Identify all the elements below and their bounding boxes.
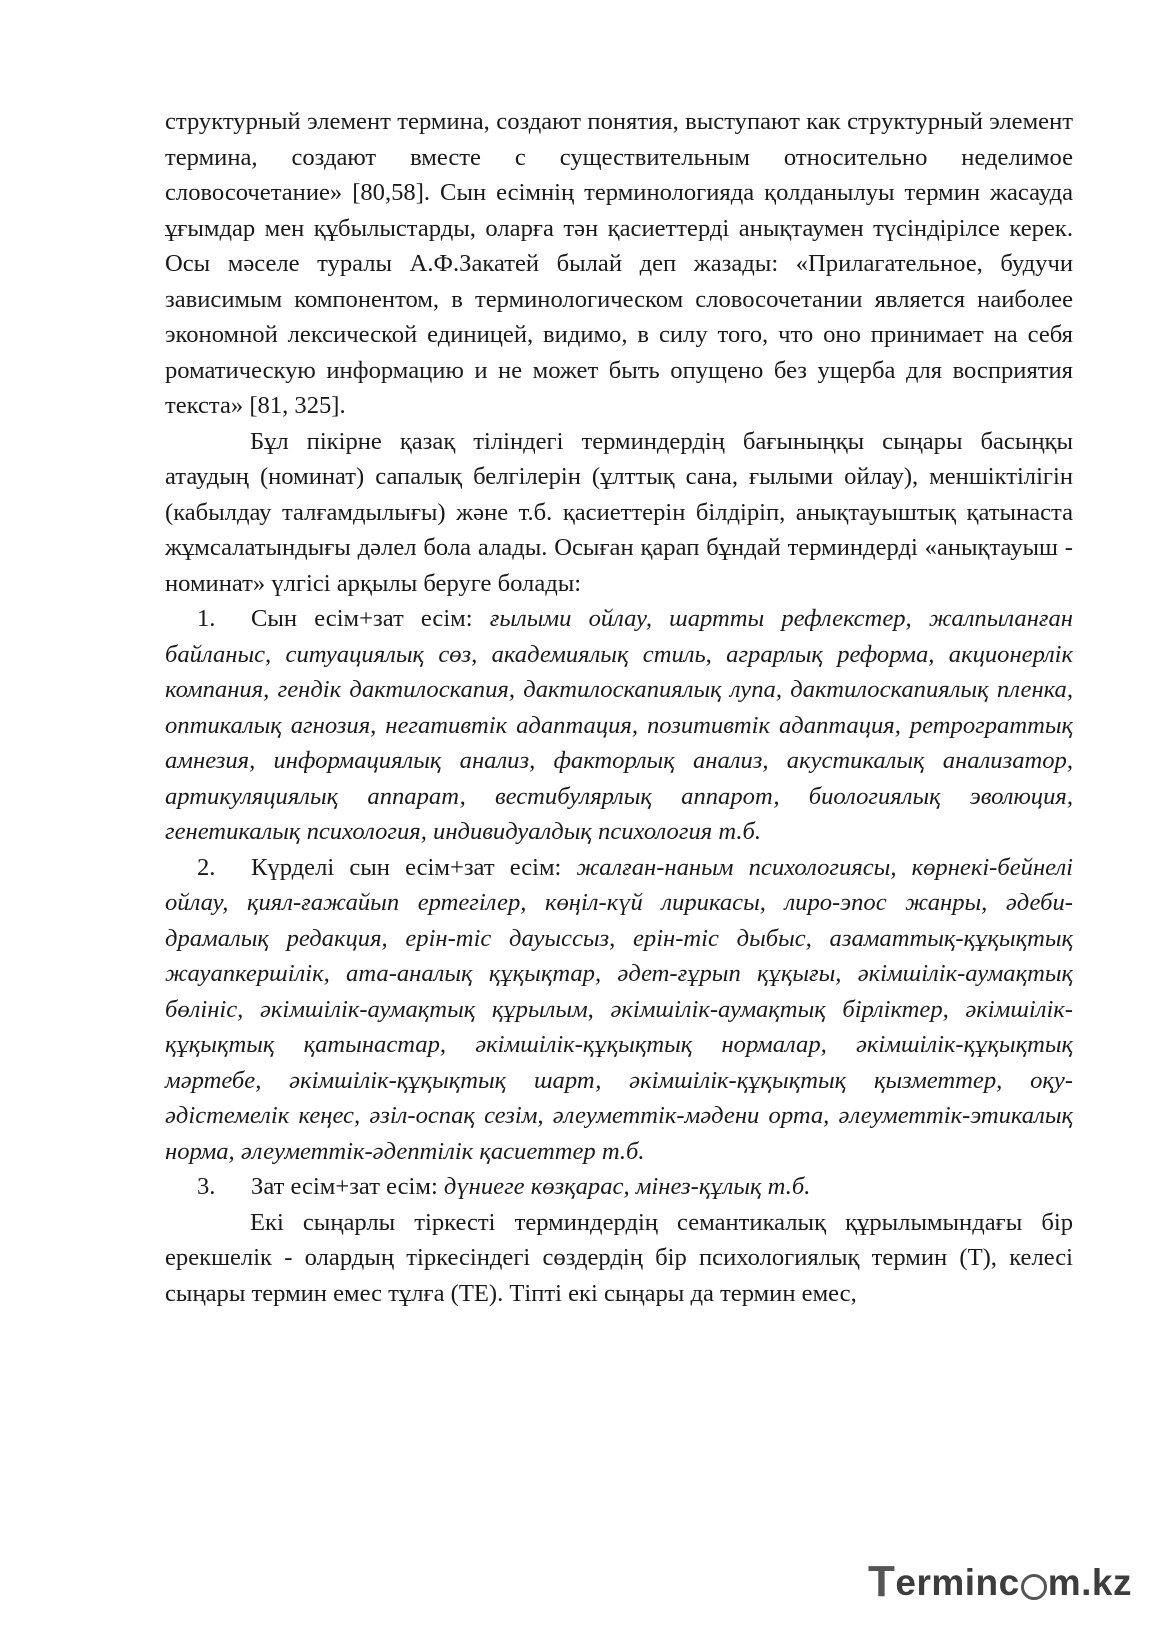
paragraph-opinion: Бұл пікірне қазақ тіліндегі терминдердің бағыныңқы сыңары басыңқы атаудың (номинат) сапалық белгілерін (ұлттық сана, ғылыми ойлау), меншіктілігін (кабылдау талғамдылығы) және т.б. қасиеттерін білдіріп, анықтауыштық қатынаста жұмсалатындығы дәлел бола алады. Осыған қарап бұндай терминдерді «анықтауыш - номинат» үлгісі арқылы беруге болады:	[165, 427, 1073, 597]
paragraph-continuation: структурный элемент термина, создают понятия, выступают как структурный элемент термина, создают вместе с существительным относительно неделимое словосочетание» [80,58]. Сын есімнің терминологияда қолданылуы термин жасауда ұғымдар мен құбылыстарды, оларға тән қасиеттерді анықтаумен түсіндірілсе керек. Осы мәселе туралы А.Ф.Закатей былай деп жазады: «Прилагательное, будучи зависимым компонентом, в терминологическом словосочетании является наиболее экономной лексической единицей, видимо, в силу того, что оно принимает на себя роматическую информацию и не может быть опущено без ущерба для восприятия текста» [81, 325].	[165, 108, 1073, 419]
document-body	[165, 104, 1073, 1311]
watermark-logo	[868, 1552, 1132, 1604]
list-item-lead: Зат есім+зат есім:	[251, 1173, 444, 1200]
list-item	[165, 601, 1073, 850]
list-item-number: 2.	[197, 853, 216, 881]
list-item	[165, 1169, 1073, 1205]
watermark-circle-icon	[1021, 1574, 1047, 1600]
list-item-number: 3.	[197, 1173, 216, 1200]
list-item-lead: Сын есім+зат есім:	[251, 605, 490, 632]
list-item-examples: дүниеге көзқарас, мінез-құлық т.б.	[443, 1173, 811, 1200]
list-item-examples: ғылыми ойлау, шартты рефлекстер, жалпыланған байланыс, ситуациялық сөз, академиялық стиль, аграрлық реформа, акционерлік компания, гендік дактилоскапия, дактилоскапиялық лупа, дактилоскапиялық пленка, оптикалық агнозия, негативтік адаптация, позитивтік адаптация, ретрограттық амнезия, информациялық анализ, факторлық анализ, акустикалық анализатор, артикуляциялық аппарат, вестибулярлық аппарот, биологиялық эволюция, генетикалық психология, индивидуалдық психология т.б.	[165, 605, 1073, 845]
watermark-letter-t: T	[868, 1557, 896, 1606]
watermark-text-part: erminc	[895, 1562, 1020, 1603]
list-item-number: 1.	[197, 605, 216, 632]
list-item	[165, 850, 1073, 1170]
list-item-lead: Күрделі сын есім+зат есім:	[251, 853, 577, 881]
paragraph-semantic: Екі сыңарлы тіркесті терминдердің семантикалық құрылымындағы бір ерекшелік - олардың тіркесіндегі сөздердің бір психологиялық термин (Т), келесі сыңары термин емес тұлға (ТЕ). Тіпті екі сыңары да термин емес,	[165, 1208, 1073, 1307]
watermark-text-part: m.kz	[1047, 1562, 1132, 1603]
list-item-examples: жалған-наным психологиясы, көрнекі-бейнелі ойлау, қиял-ғажайып ертегілер, көңіл-күй лирикасы, лиро-эпос жанры, әдеби-драмалық редакция, ерін-тіс дауыссыз, ерін-тіс дыбыс, азаматтық-құқықтық жауапкершілік, ата-аналық құқықтар, әдет-ғұрып құқығы, әкімшілік-аумақтық бөлініс, әкімшілік-аумақтық құрылым, әкімшілік-аумақтық бірліктер, әкімшілік-құқықтық қатынастар, әкімшілік-құқықтық нормалар, әкімшілік-құқықтық мәртебе, әкімшілік-құқықтық шарт, әкімшілік-құқықтық қызметтер, оқу-әдістемелік кеңес, әзіл-оспақ сезім, әлеуметтік-мәдени орта, әлеуметтік-этикалық норма, әлеуметтік-әдептілік қасиеттер т.б.	[165, 853, 1074, 1165]
